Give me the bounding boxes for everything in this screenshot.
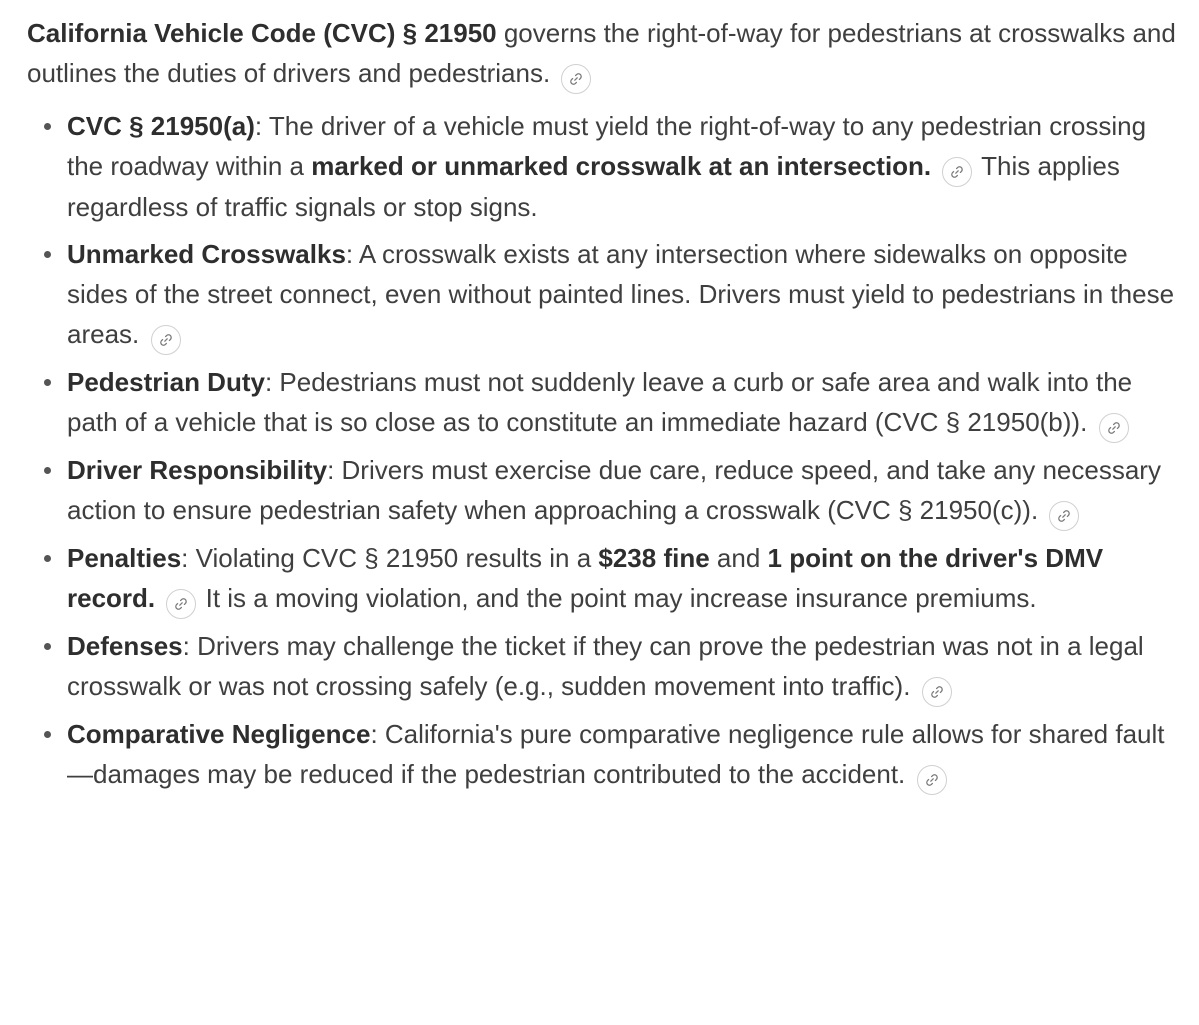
link-icon — [1106, 420, 1122, 436]
list-item — [27, 450, 1177, 531]
citation-link-button[interactable] — [922, 677, 952, 707]
citation-link-button[interactable] — [917, 765, 947, 795]
bullet-sep: : — [370, 719, 385, 749]
link-icon — [1056, 508, 1072, 524]
bullet-sep: : — [182, 631, 198, 661]
bullet-term: Unmarked Crosswalks — [67, 239, 346, 269]
bullet-term: CVC § 21950(a) — [67, 111, 255, 141]
bullet-bold-text: marked or unmarked crosswalk at an intersection. — [311, 151, 932, 181]
link-icon — [929, 684, 945, 700]
citation-link-button[interactable] — [942, 157, 972, 187]
bullet-term: Defenses — [67, 631, 183, 661]
bullet-sep: : — [345, 239, 359, 269]
citation-link-button[interactable] — [561, 64, 591, 94]
bullet-list — [27, 106, 1177, 795]
bullet-sep: : — [264, 367, 280, 397]
citation-link-button[interactable] — [151, 325, 181, 355]
list-item — [27, 362, 1177, 443]
bullet-text: Drivers may challenge the ticket if they can prove the pedestrian was not in a legal crosswalk or was not crossing safely (e.g., sudden movement into traffic). — [67, 631, 1144, 701]
bullet-sep: : — [327, 455, 342, 485]
bullet-text: A crosswalk exists at any intersection where sidewalks on opposite sides of the street connect, even without painted lines. Drivers must yield to pedestrians in these areas. — [67, 239, 1175, 349]
list-item — [27, 626, 1177, 707]
bullet-text: Drivers must exercise due care, reduce speed, and take any necessary action to ensure pedestrian safety when approaching a crosswalk (CVC § 21950(c)). — [67, 455, 1161, 525]
bullet-text: California's pure comparative negligence rule allows for shared fault—damages may be reduced if the pedestrian contributed to the accident. — [67, 719, 1165, 789]
bullet-sep: : — [254, 111, 269, 141]
bullet-bold-text: $238 fine — [598, 543, 710, 573]
bullet-text: and — [709, 543, 768, 573]
citation-link-button[interactable] — [166, 589, 196, 619]
intro-paragraph — [27, 13, 1177, 94]
bullet-text: It is a moving violation, and the point may increase insurance premiums. — [198, 583, 1037, 613]
link-icon — [949, 164, 965, 180]
bullet-term: Pedestrian Duty — [67, 367, 265, 397]
link-icon — [568, 71, 584, 87]
list-item — [27, 714, 1177, 795]
link-icon — [158, 332, 174, 348]
intro-bold-title: California Vehicle Code (CVC) § 21950 — [27, 18, 497, 48]
bullet-text: Pedestrians must not suddenly leave a curb or safe area and walk into the path of a vehicle that is so close as to constitute an immediate hazard (CVC § 21950(b)). — [67, 367, 1133, 437]
list-item — [27, 106, 1177, 227]
link-icon — [924, 772, 940, 788]
bullet-text: The driver of a vehicle must yield the right-of-way to any pedestrian crossing the roadway within a — [67, 111, 1147, 181]
list-item — [27, 234, 1177, 355]
bullet-bold-text: 1 point on the driver's DMV record. — [67, 543, 1104, 613]
bullet-text: This applies regardless of traffic signals or stop signs. — [67, 151, 1120, 222]
citation-link-button[interactable] — [1099, 413, 1129, 443]
intro-text: governs the right-of-way for pedestrians at crosswalks and outlines the duties of drivers and pedestrians. — [27, 18, 1176, 88]
citation-link-button[interactable] — [1049, 501, 1079, 531]
link-icon — [173, 596, 189, 612]
bullet-term: Comparative Negligence — [67, 719, 371, 749]
bullet-sep: : — [181, 543, 196, 573]
answer-content — [27, 13, 1177, 802]
bullet-text: Violating CVC § 21950 results in a — [195, 543, 599, 573]
list-item — [27, 538, 1177, 619]
bullet-term: Penalties — [67, 543, 182, 573]
bullet-term: Driver Responsibility — [67, 455, 328, 485]
